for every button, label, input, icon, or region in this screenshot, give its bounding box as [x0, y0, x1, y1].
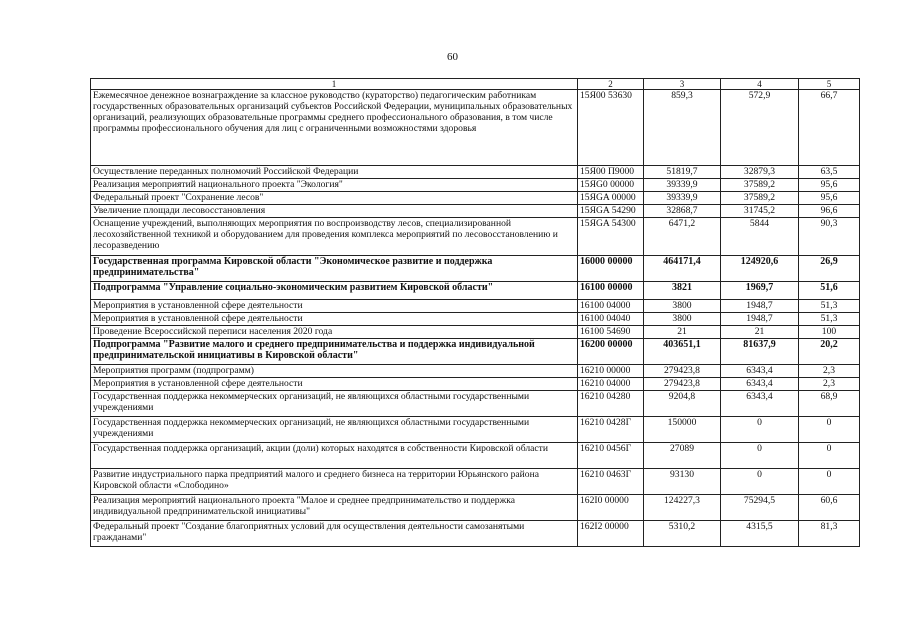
row-executed-cell: 0 — [721, 417, 799, 443]
row-planned-cell: 464171,4 — [644, 256, 721, 282]
row-planned-cell: 51819,7 — [644, 166, 721, 179]
table-row — [91, 282, 860, 300]
row-code-cell: 15Я00 П9000 — [578, 166, 644, 179]
row-description-cell: Федеральный проект "Сохранение лесов" — [91, 192, 578, 205]
table-row — [91, 166, 860, 179]
row-executed-cell: 6343,4 — [721, 391, 799, 417]
row-description-cell: Мероприятия в установленной сфере деятельности — [91, 313, 578, 326]
row-percent-cell: 100 — [799, 326, 860, 339]
row-description-cell: Реализация мероприятий национального проекта "Экология" — [91, 179, 578, 192]
row-executed-cell: 75294,5 — [721, 495, 799, 521]
header-cell: 4 — [721, 79, 799, 90]
row-code-cell: 16210 0463Г — [578, 469, 644, 495]
row-planned-cell: 9204,8 — [644, 391, 721, 417]
row-planned-cell: 21 — [644, 326, 721, 339]
header-cell: 5 — [799, 79, 860, 90]
row-executed-cell: 81637,9 — [721, 339, 799, 365]
row-description-cell: Развитие индустриального парка предприятий малого и среднего бизнеса на территории Юрьянского района Кировской области «Слободино» — [91, 469, 578, 495]
row-percent-cell: 66,7 — [799, 90, 860, 166]
budget-execution-table — [90, 78, 860, 547]
row-planned-cell: 39339,9 — [644, 192, 721, 205]
row-executed-cell: 6343,4 — [721, 378, 799, 391]
row-planned-cell: 6471,2 — [644, 218, 721, 256]
row-planned-cell: 93130 — [644, 469, 721, 495]
table-row — [91, 205, 860, 218]
row-percent-cell: 51,3 — [799, 313, 860, 326]
row-description-cell: Оснащение учреждений, выполняющих мероприятия по воспроизводству лесов, специализированной лесохозяйственной техникой и оборудованием для проведения комплекса мероприятий по лесовосстановлению и лесоразведению — [91, 218, 578, 256]
row-description-cell: Ежемесячное денежное вознаграждение за классное руководство (кураторство) педагогическим работникам государственных образовательных организаций субъектов Российской Федерации, муниципальных образовательных организаций, реализующих образовательные программы среднего профессионального образования, в том числе программы профессионального обучения для лиц с ограниченными возможностями здоровья — [91, 90, 578, 166]
row-executed-cell: 37589,2 — [721, 179, 799, 192]
row-code-cell: 16100 00000 — [578, 282, 644, 300]
row-code-cell: 162I0 00000 — [578, 495, 644, 521]
row-executed-cell: 21 — [721, 326, 799, 339]
row-executed-cell: 6343,4 — [721, 365, 799, 378]
row-planned-cell: 3800 — [644, 300, 721, 313]
row-percent-cell: 95,6 — [799, 179, 860, 192]
table-row — [91, 313, 860, 326]
table-row — [91, 192, 860, 205]
table-row — [91, 365, 860, 378]
row-code-cell: 15ЯGA 00000 — [578, 192, 644, 205]
table-row — [91, 179, 860, 192]
row-description-cell: Государственная программа Кировской области "Экономическое развитие и поддержка предпринимательства" — [91, 256, 578, 282]
row-executed-cell: 32879,3 — [721, 166, 799, 179]
row-percent-cell: 63,5 — [799, 166, 860, 179]
row-description-cell: Увеличение площади лесовосстановления — [91, 205, 578, 218]
row-code-cell: 16000 00000 — [578, 256, 644, 282]
row-executed-cell: 0 — [721, 443, 799, 469]
row-planned-cell: 3800 — [644, 313, 721, 326]
row-executed-cell: 1948,7 — [721, 300, 799, 313]
row-code-cell: 15ЯGA 54300 — [578, 218, 644, 256]
row-description-cell: Проведение Всероссийской переписи населения 2020 года — [91, 326, 578, 339]
table-row — [91, 378, 860, 391]
row-executed-cell: 124920,6 — [721, 256, 799, 282]
row-description-cell: Государственная поддержка организаций, акции (доли) которых находятся в собственности Кировской области — [91, 443, 578, 469]
row-percent-cell: 0 — [799, 417, 860, 443]
row-percent-cell: 0 — [799, 469, 860, 495]
table-row — [91, 495, 860, 521]
row-percent-cell: 51,3 — [799, 300, 860, 313]
row-planned-cell: 27089 — [644, 443, 721, 469]
row-description-cell: Подпрограмма "Развитие малого и среднего предпринимательства и поддержка индивидуальной предпринимательской инициативы в Кировской области" — [91, 339, 578, 365]
row-executed-cell: 37589,2 — [721, 192, 799, 205]
row-percent-cell: 90,3 — [799, 218, 860, 256]
row-percent-cell: 51,6 — [799, 282, 860, 300]
row-percent-cell: 0 — [799, 443, 860, 469]
row-planned-cell: 5310,2 — [644, 521, 721, 547]
header-cell: 2 — [578, 79, 644, 90]
row-description-cell: Осуществление переданных полномочий Российской Федерации — [91, 166, 578, 179]
row-code-cell: 15ЯGA 54290 — [578, 205, 644, 218]
row-code-cell: 16100 04000 — [578, 300, 644, 313]
row-planned-cell: 3821 — [644, 282, 721, 300]
row-executed-cell: 0 — [721, 469, 799, 495]
table-row — [91, 218, 860, 256]
row-percent-cell: 81,3 — [799, 521, 860, 547]
row-executed-cell: 4315,5 — [721, 521, 799, 547]
table-row — [91, 326, 860, 339]
column-number-row — [91, 79, 860, 90]
row-code-cell: 16210 04000 — [578, 378, 644, 391]
row-code-cell: 162I2 00000 — [578, 521, 644, 547]
row-code-cell: 16210 00000 — [578, 365, 644, 378]
row-executed-cell: 1948,7 — [721, 313, 799, 326]
row-planned-cell: 150000 — [644, 417, 721, 443]
page-number: 60 — [447, 51, 458, 63]
row-executed-cell: 5844 — [721, 218, 799, 256]
header-cell: 3 — [644, 79, 721, 90]
row-code-cell: 15Я00 53630 — [578, 90, 644, 166]
row-percent-cell: 60,6 — [799, 495, 860, 521]
row-description-cell: Федеральный проект "Создание благоприятных условий для осуществления деятельности самозанятыми гражданами" — [91, 521, 578, 547]
row-percent-cell: 26,9 — [799, 256, 860, 282]
table-row — [91, 391, 860, 417]
row-description-cell: Мероприятия программ (подпрограмм) — [91, 365, 578, 378]
row-description-cell: Государственная поддержка некоммерческих организаций, не являющихся областными государственными учреждениями — [91, 417, 578, 443]
row-executed-cell: 572,9 — [721, 90, 799, 166]
table-row — [91, 521, 860, 547]
row-description-cell: Подпрограмма "Управление социально-экономическим развитием Кировской области" — [91, 282, 578, 300]
header-cell: 1 — [91, 79, 578, 90]
row-planned-cell: 403651,1 — [644, 339, 721, 365]
row-code-cell: 16100 54690 — [578, 326, 644, 339]
table-row — [91, 469, 860, 495]
table-row — [91, 90, 860, 166]
row-executed-cell: 1969,7 — [721, 282, 799, 300]
row-description-cell: Мероприятия в установленной сфере деятельности — [91, 300, 578, 313]
row-planned-cell: 39339,9 — [644, 179, 721, 192]
row-code-cell: 16210 0428Г — [578, 417, 644, 443]
row-code-cell: 16210 04280 — [578, 391, 644, 417]
row-executed-cell: 31745,2 — [721, 205, 799, 218]
row-percent-cell: 95,6 — [799, 192, 860, 205]
table-row — [91, 339, 860, 365]
row-planned-cell: 124227,3 — [644, 495, 721, 521]
row-code-cell: 16200 00000 — [578, 339, 644, 365]
row-planned-cell: 279423,8 — [644, 378, 721, 391]
table-row — [91, 417, 860, 443]
table-row — [91, 256, 860, 282]
row-percent-cell: 68,9 — [799, 391, 860, 417]
row-planned-cell: 859,3 — [644, 90, 721, 166]
row-percent-cell: 2,3 — [799, 378, 860, 391]
row-planned-cell: 279423,8 — [644, 365, 721, 378]
row-description-cell: Государственная поддержка некоммерческих организаций, не являющихся областными государственными учреждениями — [91, 391, 578, 417]
row-code-cell: 16210 0456Г — [578, 443, 644, 469]
row-percent-cell: 20,2 — [799, 339, 860, 365]
row-code-cell: 15ЯG0 00000 — [578, 179, 644, 192]
table-row — [91, 443, 860, 469]
table-row — [91, 300, 860, 313]
row-percent-cell: 2,3 — [799, 365, 860, 378]
row-code-cell: 16100 04040 — [578, 313, 644, 326]
row-planned-cell: 32868,7 — [644, 205, 721, 218]
row-description-cell: Мероприятия в установленной сфере деятельности — [91, 378, 578, 391]
row-description-cell: Реализация мероприятий национального проекта "Малое и среднее предпринимательство и поддержка индивидуальной предпринимательской инициативы" — [91, 495, 578, 521]
row-percent-cell: 96,6 — [799, 205, 860, 218]
